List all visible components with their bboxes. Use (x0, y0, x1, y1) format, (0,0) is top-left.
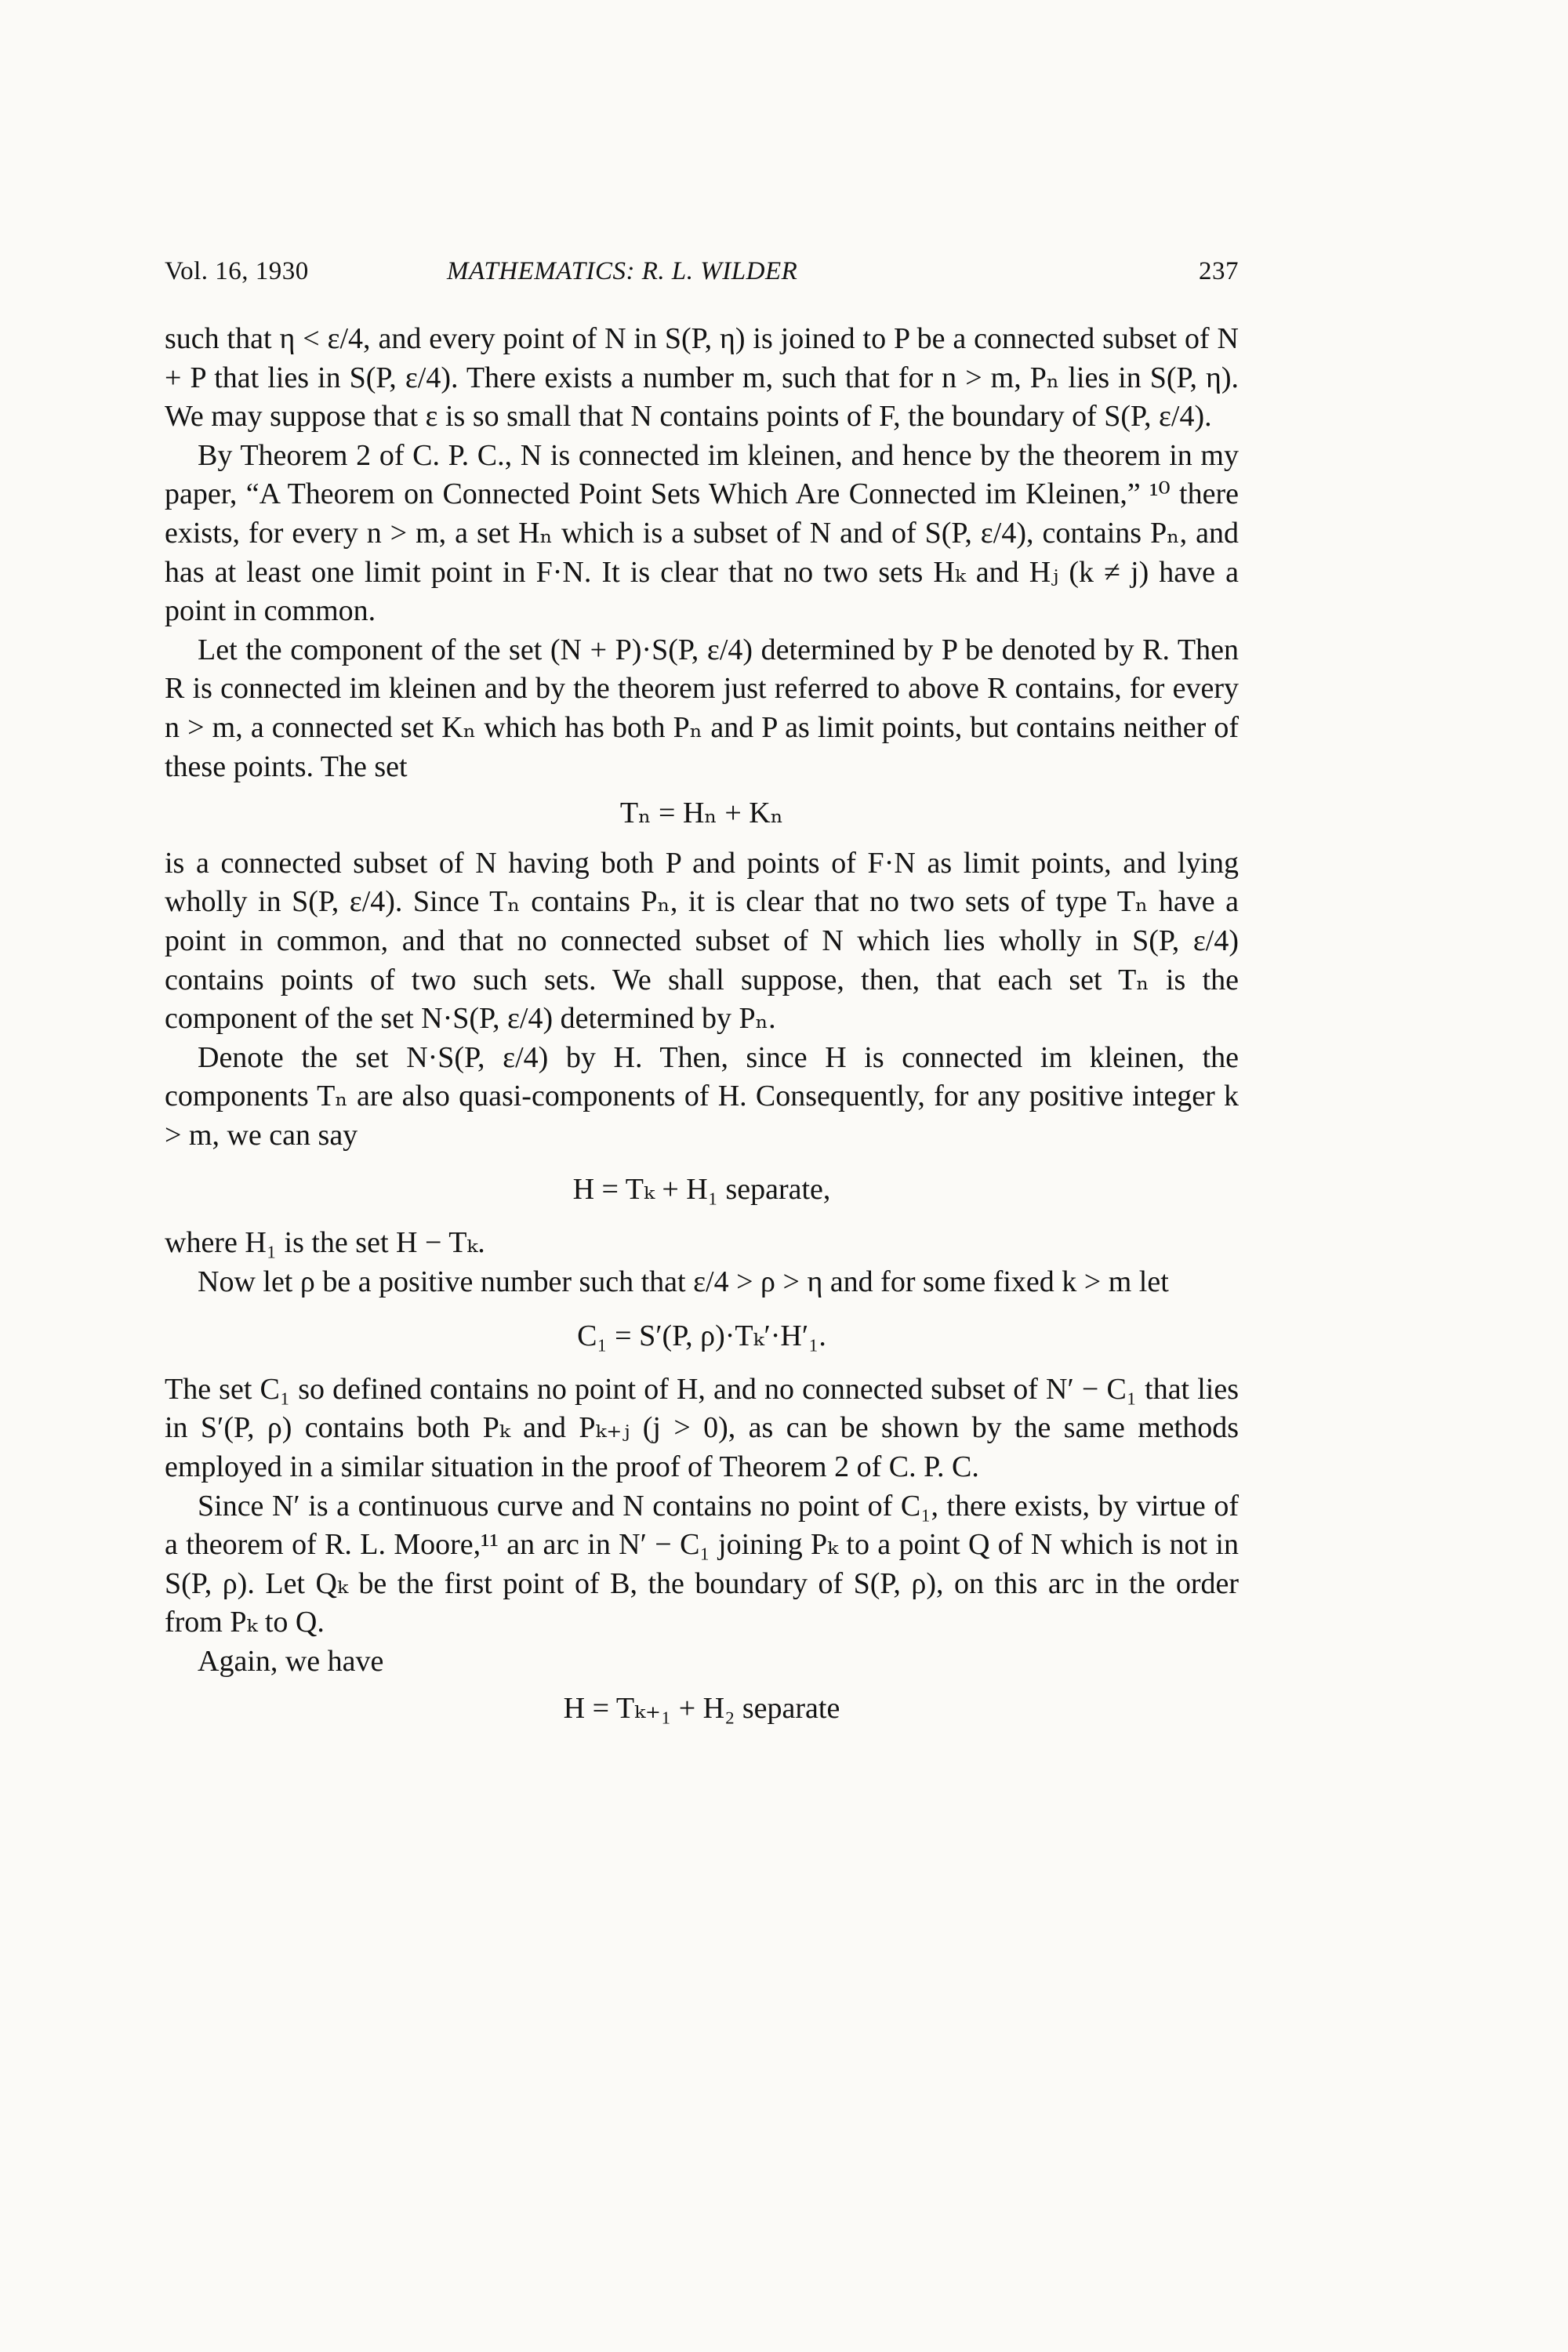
paragraph-4: is a connected subset of N having both P and points of F·N as limit points, and lying wholly in S(P, ε/4). Since Tₙ contains Pₙ, it is clear that no two sets of type Tₙ have a point in common, and that no connected subset of N which lies wholly in S(P, ε/4) contains points of two such sets. We shall suppose, then, that each set Tₙ is the component of the set N·S(P, ε/4) determined by Pₙ. (165, 846, 1239, 1036)
article-body (165, 320, 1239, 1739)
paragraph-8: The set C₁ so defined contains no point of H, and no connected subset of N′ − C₁ that lies in S′(P, ρ) contains both Pₖ and Pₖ₊ⱼ (j > 0), as can be shown by the same methods employed in a similar situation in the proof of Theorem 2 of C. P. C. (165, 1372, 1239, 1484)
equation-4: H = Tₖ₊₁ + H₂ separate (563, 1691, 840, 1725)
paragraph-7: Now let ρ be a positive number such that ε/4 > ρ > η and for some fixed k > m let (198, 1265, 1169, 1298)
equation-1: Tₙ = Hₙ + Kₙ (619, 797, 784, 830)
paragraph-6: where H₁ is the set H − Tₖ. (165, 1226, 485, 1260)
paragraph-2: By Theorem 2 of C. P. C., N is connected im kleinen, and hence by the theorem in my paper, “A Theorem on Connected Point Sets Which Are Connected im Kleinen,” ¹⁰ there exists, for every n > m, a set Hₙ which is a subset of N and of S(P, ε/4), contains Pₙ, and has at least one limit point in F·N. It is clear that no two sets Hₖ and Hⱼ (k ≠ j) have a point in common. (165, 438, 1239, 628)
paragraph-1: such that η < ε/4, and every point of N in S(P, η) is joined to P be a connected subset of N + P that lies in S(P, ε/4). There exists a number m, such that for n > m, Pₙ lies in S(P, η). We may suppose that ε is so small that N contains points of F, the boundary of S(P, ε/4). (165, 322, 1239, 434)
equation-3: C₁ = S′(P, ρ)·Tₖ′·H′₁. (577, 1319, 826, 1353)
paragraph-10: Again, we have (198, 1645, 384, 1678)
page-number: 237 (1199, 257, 1239, 285)
running-title: MATHEMATICS: R. L. WILDER (447, 257, 798, 285)
equation-2: H = Tₖ + H₁ separate, (572, 1173, 831, 1207)
volume-info: Vol. 16, 1930 (165, 257, 309, 285)
paragraph-5: Denote the set N·S(P, ε/4) by H. Then, since H is connected im kleinen, the components Tₙ are also quasi-components of H. Consequently, for any positive integer k > m, we can say (165, 1040, 1239, 1152)
running-header (165, 257, 1239, 292)
paragraph-9: Since N′ is a continuous curve and N contains no point of C₁, there exists, by virtue of a theorem of R. L. Moore,¹¹ an arc in N′ − C₁ joining Pₖ to a point Q of N which is not in S(P, ρ). Let Qₖ be the first point of B, the boundary of S(P, ρ), on this arc in the order from Pₖ to Q. (165, 1489, 1239, 1639)
paragraph-3: Let the component of the set (N + P)·S(P, ε/4) determined by P be denoted by R. Then R is connected im kleinen and by the theorem just referred to above R contains, for every n > m, a connected set Kₙ which has both Pₙ and P as limit points, but contains neither of these points. The set (165, 633, 1239, 783)
